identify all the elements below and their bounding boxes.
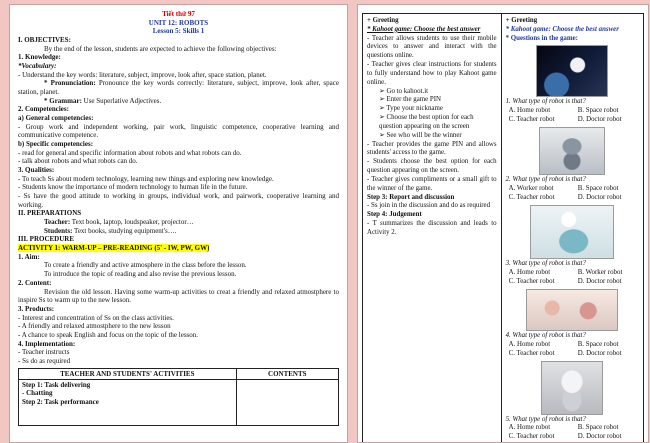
objectives-heading: I. OBJECTIVES: — [18, 36, 71, 45]
grammar-label: * Grammar: — [44, 96, 82, 105]
specific-competencies-heading: b) Specific competencies: — [18, 140, 94, 149]
objectives-intro: By the end of the lesson, students are expected to achieve the following objectives: — [44, 44, 277, 53]
question-2-block — [506, 127, 639, 203]
teacher-robot-photo — [526, 289, 618, 331]
implementation-heading: 4. Implementation: — [18, 339, 76, 348]
activity-table-continued — [362, 13, 644, 442]
question-4-option-c: C. Teacher robot — [508, 349, 555, 357]
aim-heading: 1. Aim: — [18, 252, 40, 261]
activities-column-header: TEACHER AND STUDENTS' ACTIVITIES — [19, 368, 237, 379]
question-2-option-a: A. Worker robot — [508, 185, 554, 193]
kahoot-instruction-4: - Students choose the best option for each question appearing on the screen. — [367, 158, 497, 175]
kahoot-instruction-3: - Teacher provides the game PIN and allows students' access to the game. — [367, 140, 497, 157]
question-5-text: 5. What type of robot is that? — [505, 415, 586, 423]
specific-competencies-line-2: - talk about robots and what robots can do. — [18, 157, 138, 166]
lesson-plan-page-1 — [9, 4, 348, 443]
products-line-3: - A chance to speak English and focus on the topic of the lesson. — [18, 330, 199, 339]
question-2-option-d: D. Doctor robot — [577, 194, 622, 202]
qualities-line-2: - Students know the importance of modern technology to human life in the future. — [18, 183, 248, 192]
implementation-line-2: - Ss do as required — [18, 356, 71, 365]
kahoot-step-5: ➢ See who will be the winner — [379, 131, 462, 139]
grammar-line — [18, 97, 339, 106]
knowledge-heading: 1. Knowledge: — [18, 53, 61, 62]
step-3-heading: Step 3: Report and discussion — [367, 193, 455, 201]
question-3-option-a: A. Home robot — [508, 268, 551, 276]
question-5-option-a: A. Home robot — [508, 424, 551, 432]
pronunciation-text: Pronounce the key words correctly: literature, subject, improve, look after, space station, planet. — [18, 79, 339, 97]
products-heading: 3. Products: — [18, 304, 55, 313]
kahoot-game-heading: * Kahoot game: Choose the best answer — [367, 25, 481, 33]
lesson-title: Lesson 5: Skills 1 — [152, 27, 205, 36]
kahoot-instruction-1: - Teacher allows students to use their mobile devices to answer and interact with the questions online. — [367, 34, 497, 60]
chatting-line: - Chatting — [22, 389, 53, 398]
kahoot-instruction-5: - Teacher gives compliments or a small gift to the winner of the game. — [367, 175, 497, 192]
products-line-1: - Interest and concentration of Ss on the class activities. — [18, 313, 174, 322]
question-4-option-d: D. Doctor robot — [577, 349, 622, 357]
lesson-number: Tiết thứ 97 — [162, 10, 195, 18]
question-2-option-b: B. Space robot — [577, 185, 619, 193]
unit-title: UNIT 12: ROBOTS — [148, 18, 209, 27]
pronunciation-label: * Pronunciation: — [44, 79, 96, 88]
content-heading: 2. Content: — [18, 278, 52, 287]
question-3-text: 3. What type of robot is that? — [505, 260, 586, 268]
worker-robot-photo — [539, 127, 605, 175]
question-1-option-d: D. Doctor robot — [577, 116, 622, 124]
question-4-option-b: B. Space robot — [577, 340, 619, 348]
general-competencies-heading: a) General competencies: — [18, 114, 94, 123]
question-4-block — [506, 289, 639, 359]
students-text: Text books, studying equipment's…. — [72, 226, 177, 235]
students-label: Students: — [44, 226, 73, 235]
activity-table-body-row — [19, 379, 339, 425]
greeting-heading: + Greeting — [367, 17, 399, 24]
question-3-option-c: C. Teacher robot — [508, 277, 555, 285]
question-1-option-a: A. Home robot — [508, 107, 551, 115]
step-4-line: - T summarizes the discussion and leads to Activity 2. — [367, 220, 497, 236]
vocabulary-heading: *Vocabulary: — [18, 62, 57, 71]
home-robot-photo — [541, 361, 603, 415]
kahoot-step-4: ➢ Choose the best option for each question appearing on the screen — [379, 114, 474, 130]
activity-table-header-row — [19, 368, 339, 379]
implementation-line-1: - Teacher instructs — [18, 348, 70, 357]
contents-column-header: CONTENTS — [236, 368, 338, 379]
question-5-option-b: B. Space robot — [577, 424, 619, 432]
kahoot-game-heading-contents: * Kahoot game: Choose the best answer — [505, 25, 619, 33]
questions-heading: * Questions in the game: — [505, 34, 578, 42]
question-4-text: 4. What type of robot is that? — [505, 331, 586, 339]
question-3-option-b: B. Worker robot — [577, 268, 623, 276]
teacher-preparation-line — [18, 218, 339, 227]
step-2-heading: Step 2: Task performance — [22, 397, 99, 406]
students-preparation-line — [18, 227, 339, 236]
kahoot-step-1: ➢ Go to kahoot.it — [379, 87, 429, 95]
qualities-line-3: - Ss have the good attitude to working in groups, individual work, and pairwork, cooperative learning and working. — [18, 192, 339, 209]
question-5-block — [506, 361, 639, 442]
kahoot-instruction-2: - Teacher gives clear instructions for students to fully understand how to play Kahoot game online. — [367, 61, 497, 86]
activities-cell — [19, 379, 237, 425]
teacher-label: Teacher: — [44, 218, 71, 227]
products-line-2: - A friendly and relaxed atmostphere to the new lesson — [18, 322, 171, 331]
question-1-text: 1. What type of robot is that? — [505, 98, 586, 106]
question-5-option-c: C. Teacher robot — [508, 433, 555, 441]
step-3-line: - Ss join in the discussion and do as required — [367, 202, 491, 210]
question-2-option-c: C. Teacher robot — [508, 194, 555, 202]
aim-line-1: To create a friendly and active atmosphere in the class before the lesson. — [44, 261, 247, 270]
step-4-heading: Step 4: Judgement — [367, 211, 422, 219]
question-3-options — [506, 269, 639, 287]
question-3-block — [506, 205, 639, 287]
doctor-robot-photo — [530, 205, 614, 259]
qualities-heading: 3. Qualities: — [18, 166, 55, 175]
aim-line-2: To introduce the topic of reading and also revise the previous lesson. — [44, 270, 237, 279]
qualities-line-1: - To teach Ss about modern technology, learning new things and exploring new knowledge. — [18, 174, 274, 183]
question-1-block — [506, 45, 639, 125]
question-5-options — [506, 424, 639, 442]
teacher-activities-column — [363, 14, 502, 442]
grammar-text: Use Superlative Adjectives. — [81, 96, 162, 105]
step-1-heading: Step 1: Task delivering — [22, 380, 91, 389]
preparations-heading: II. PREPARATIONS — [18, 209, 82, 218]
procedure-heading: III. PROCEDURE — [18, 235, 75, 244]
question-1-option-b: B. Space robot — [577, 107, 619, 115]
kahoot-step-2: ➢ Enter the game PIN — [379, 96, 442, 104]
activity-1-heading: ACTIVITY 1: WARM-UP – PRE-READING — [18, 244, 153, 253]
vocabulary-line: - Understand the key words: literature, subject, improve, look after, space station, planet. — [18, 70, 267, 79]
greeting-heading-contents: + Greeting — [505, 17, 538, 24]
specific-competencies-line-1: - read for general and specific information about robots and what robots can do. — [18, 148, 242, 157]
activity-table — [18, 368, 339, 426]
contents-column — [502, 14, 643, 442]
question-1-options — [506, 107, 639, 125]
competencies-heading: 2. Competencies: — [18, 105, 69, 114]
activity-1-meta: (5' - IW, PW, GW) — [152, 244, 210, 253]
kahoot-step-3: ➢ Type your nickname — [379, 105, 443, 113]
question-4-options — [506, 341, 639, 359]
question-3-option-d: D. Doctor robot — [577, 277, 622, 285]
teacher-text: Text book, laptop, loudspeaker, projector… — [70, 218, 194, 227]
question-1-option-c: C. Teacher robot — [508, 116, 555, 124]
general-competencies-line: - Group work and independent working, pair work, linguistic competence, cooperative learning and communicative competence. — [18, 122, 339, 140]
question-5-option-d: D. Doctor robot — [577, 433, 622, 441]
question-4-option-a: A. Home robot — [508, 340, 551, 348]
question-2-options — [506, 185, 639, 203]
space-robot-photo — [536, 45, 608, 97]
question-2-text: 2. What type of robot is that? — [505, 176, 586, 184]
pronunciation-line — [18, 79, 339, 96]
lesson-plan-page-2 — [357, 4, 649, 443]
contents-cell — [236, 379, 338, 425]
content-line: Revision the old lesson. Having some warm-up activities to creat a friendly and relaxed atmostphere to inspire Ss to warm up to the new lesson. — [18, 287, 339, 305]
activity-1-heading-line — [18, 244, 339, 253]
